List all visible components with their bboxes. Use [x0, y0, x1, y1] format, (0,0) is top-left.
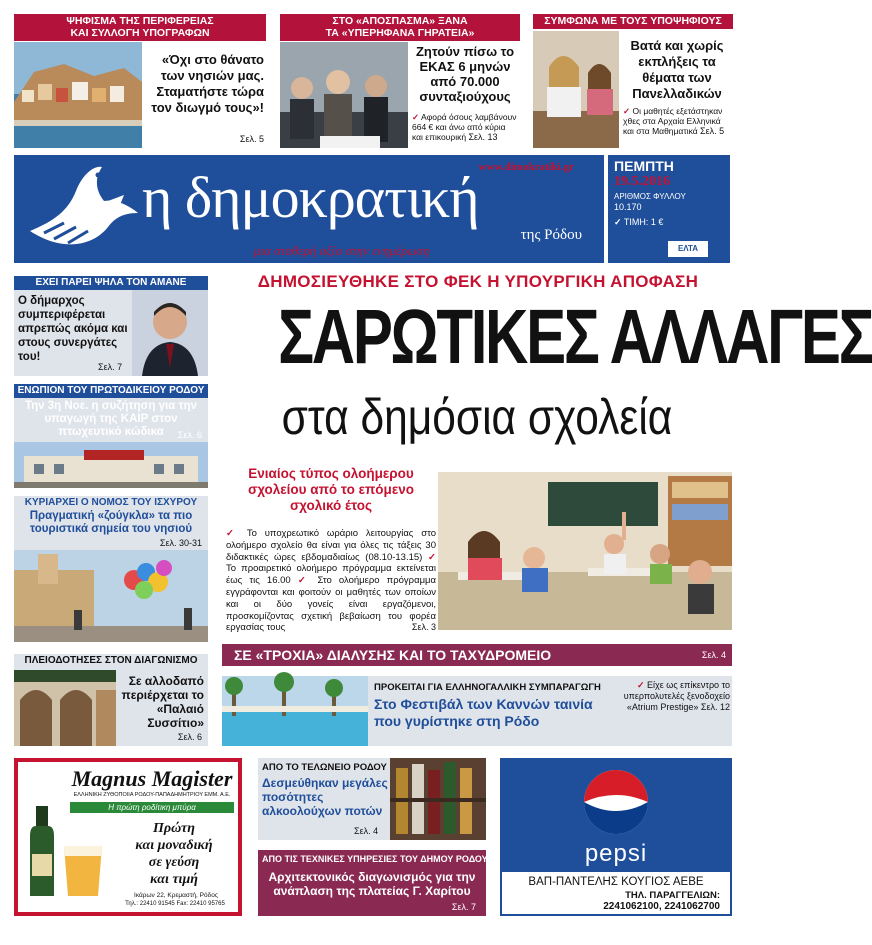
newspaper-title: η δημοκρατική: [142, 165, 479, 230]
page-ref: Σελ. 5: [700, 126, 725, 136]
issue-price: [614, 217, 724, 228]
protest-photo: [280, 42, 408, 148]
slogan-line: και τιμή: [150, 872, 198, 887]
note-text: Είχε ως επίκεντρο το υπερπολυτελές ξενοδοχείο «Atrium Prestige»: [623, 680, 730, 712]
teaser-note: [623, 106, 733, 136]
note-text: Οι μαθητές εξετάστηκαν χθες στα Αρχαία Ελληνικά και στα Μαθηματικά: [623, 106, 723, 136]
ad-slogan: [114, 820, 234, 888]
slogan: μια σταθερή αξία στην ενημέρωση: [254, 243, 430, 258]
check-icon: ✓: [614, 217, 622, 227]
ad-magnus-magister[interactable]: [14, 758, 242, 916]
check-icon: ✓: [297, 575, 311, 587]
lead-headline[interactable]: ΣΑΡΩΤΙΚΕΣ ΑΛΛΑΓΕΣ: [278, 294, 872, 380]
teaser-islands[interactable]: [14, 14, 266, 148]
story-header: ΕΝΩΠΙΟΝ ΤΟΥ ΠΡΩΤΟΔΙΚΕΙΟΥ ΡΟΔΟΥ: [14, 384, 208, 398]
post-office-bar[interactable]: [222, 644, 732, 666]
ad-phones: Τηλ.: 22410 91545 Fax: 22410 95765: [125, 901, 225, 907]
ad-pepsi[interactable]: [500, 758, 732, 916]
ad-company: ΕΛΛΗΝΙΚΗ ΖΥΘΟΠΟΙΙΑ ΡΟΔΟΥ-ΠΑΠΑΔΗΜΗΤΡΙΟΥ ΕΜΜ. Α.Ε.: [73, 792, 231, 798]
ad-tagline: Η πρώτη ροδίτικη μπύρα: [70, 802, 234, 813]
story-tech[interactable]: [258, 850, 486, 916]
check-icon: ✓: [636, 680, 645, 690]
teaser-text: Βατά και χωρίς εκπλήξεις τα θέματα των Πανελλαδικών: [630, 38, 724, 101]
film-title: Στο Φεστιβάλ των Καννών ταινία που γυρίστηκε στη Ρόδο: [374, 696, 593, 729]
elta-badge: ΕΛΤΑ: [668, 241, 708, 257]
teaser-text: «Όχι στο θάνατο των νησιών μας. Σταματήστε τώρα τον διωγμό τους»!: [151, 52, 264, 115]
bottles-photo: [390, 758, 486, 840]
pepsi-wordmark: pepsi: [584, 840, 648, 867]
orders-phones: 2241062100, 2241062700: [603, 901, 720, 912]
check-icon: ✓: [412, 112, 420, 122]
price-text: ΤΙΜΗ: 1 €: [623, 217, 664, 227]
story-text: Πραγματική «ζούγκλα» τα πιο τουριστικά σημεία του νησιού: [29, 510, 193, 535]
ad-brand: Magnus Magister: [71, 766, 233, 791]
story-header: ΠΛΕΙΟΔΟΤΗΣΕΣ ΣΤΟΝ ΔΙΑΓΩΝΙΣΜΟ: [14, 654, 208, 668]
page-ref: Σελ. 4: [701, 650, 726, 660]
teaser-header: ΣΥΜΦΩΝΑ ΜΕ ΤΟΥΣ ΥΠΟΨΗΦΙΟΥΣ: [533, 14, 733, 29]
mayor-photo: [132, 290, 208, 376]
kair-building-photo: [14, 442, 208, 488]
story-header: ΑΠΟ ΤΟ ΤΕΛΩΝΕΙΟ ΡΟΔΟΥ: [262, 762, 387, 773]
teaser-pensioners[interactable]: [280, 14, 520, 148]
pool-photo: [222, 676, 368, 746]
story-header: ΑΠΟ ΤΙΣ ΤΕΧΝΙΚΕΣ ΥΠΗΡΕΣΙΕΣ ΤΟΥ ΔΗΜΟΥ ΡΟΔΟΥ: [262, 854, 488, 864]
beer-bottle-icon: [24, 806, 114, 896]
story-header: ΕΧΕΙ ΠΑΡΕΙ ΨΗΛΑ ΤΟΝ ΑΜΑΝΕ: [14, 276, 208, 290]
sissitio-photo: [14, 670, 116, 746]
film-kicker: ΠΡΟΚΕΙΤΑΙ ΓΙΑ ΕΛΛΗΝΟΓΑΛΛΙΚΗ ΣΥΜΠΑΡΑΓΩΓΗ: [374, 682, 601, 693]
square-photo: [14, 550, 208, 642]
story-text: Ο δήμαρχος συμπεριφέρεται απρεπώς ακόμα και στους συνεργάτες του!: [18, 295, 128, 363]
teaser-header: ΨΗΦΙΣΜΑ ΤΗΣ ΠΕΡΙΦΕΡΕΙΑΣ ΚΑΙ ΣΥΛΛΟΓΗ ΥΠΟΓΡΑΦΩΝ: [14, 14, 266, 41]
slogan-line: Πρώτη: [153, 821, 195, 836]
note-text: Αφορά όσους λαμβάνουν 664 € και άνω από κύρια και επικουρική: [412, 112, 517, 142]
teaser-text: Ζητούν πίσω το ΕΚΑΣ 6 μηνών από 70.000 συνταξιούχους: [415, 44, 515, 104]
story-text: Δεσμεύθηκαν μεγάλες ποσότητες αλκοολούχων ποτών: [262, 776, 388, 818]
classroom-photo: [438, 472, 732, 630]
orders-label: ΤΗΛ. ΠΑΡΑΓΓΕΛΙΩΝ:: [625, 890, 720, 901]
page-ref: Σελ. 6: [177, 430, 202, 440]
story-film[interactable]: [222, 676, 732, 746]
lead-body-2: Το προαιρετικό ολοήμερο πρόγραμμα εκτείνεται έως τις 16.00: [226, 563, 436, 587]
film-note: [618, 680, 730, 713]
teaser-note: [412, 112, 518, 142]
check-icon: ✓: [623, 106, 631, 116]
page-ref: Σελ. 3: [411, 622, 436, 633]
lead-body: [226, 528, 436, 634]
ad-company: ΒΑΠ-ΠΑΝΤΕΛΗΣ ΚΟΥΓΙΟΣ ΑΕΒΕ: [528, 876, 704, 888]
teaser-header: ΣΤΟ «ΑΠΟΣΠΑΣΜΑ» ΞΑΝΑ ΤΑ «ΥΠΕΡΗΦΑΝΑ ΓΗΡΑΤΕΙΑ»: [280, 14, 520, 41]
lead-body-1: Το υποχρεωτικό ωράριο λειτουργίας στο ολοήμερο σχολείο θα είναι για όλες τις τάξεις 30 διδακτικές ώρες εβδομαδιαίως (08.10-13.15): [226, 528, 436, 563]
story-customs[interactable]: [258, 758, 486, 840]
story-text: Αρχιτεκτονικός διαγωνισμός για την ανάπλαση της πλατείας Γ. Χαρίτου: [268, 870, 476, 898]
site-url: www.dimokratiki.gr: [478, 161, 574, 173]
island-photo: [14, 42, 142, 148]
issue-date: 19.5.2016: [614, 174, 670, 189]
page-ref: Σελ. 4: [354, 826, 379, 836]
page-ref: Σελ. 12: [700, 702, 730, 712]
students-photo: [533, 31, 619, 148]
issue-label: ΑΡΙΘΜΟΣ ΦΥΛΛΟΥ: [614, 192, 686, 201]
story-header: ΚΥΡΙΑΡΧΕΙ Ο ΝΟΜΟΣ ΤΟΥ ΙΣΧΥΡΟΥ: [14, 496, 208, 510]
slogan-line: σε γεύση: [148, 855, 200, 870]
newspaper-subtitle: της Ρόδου: [520, 227, 582, 243]
page-ref: Σελ. 7: [98, 362, 123, 372]
lead-subheadline[interactable]: στα δημόσια σχολεία: [281, 389, 673, 445]
check-icon: ✓: [226, 528, 240, 539]
story-jungle[interactable]: [14, 496, 208, 642]
teaser-exams[interactable]: [533, 14, 733, 148]
page-ref: Σελ. 30-31: [159, 538, 202, 548]
page-ref: Σελ. 13: [468, 132, 498, 142]
issue-number: 10.170: [614, 202, 642, 212]
lead-deck: Ενιαίος τύπος ολοήμερου σχολείου από το επόμενο σχολικό έτος: [248, 466, 414, 513]
dove-logo-icon: [24, 161, 144, 259]
lead-kicker: ΔΗΜΟΣΙΕΥΘΗΚΕ ΣΤΟ ΦΕΚ Η ΥΠΟΥΡΓΙΚΗ ΑΠΟΦΑΣΗ: [257, 272, 699, 291]
issue-box: [608, 155, 730, 263]
masthead: [14, 155, 604, 263]
post-office-text: ΣΕ «ΤΡΟΧΙΑ» ΔΙΑΛΥΣΗΣ ΚΑΙ ΤΟ ΤΑΧΥΔΡΟΜΕΙΟ: [234, 647, 552, 663]
page-ref: Σελ. 7: [451, 902, 476, 912]
slogan-line: και μοναδική: [135, 838, 213, 853]
lead-body-3: Στο ολοήμερο πρόγραμμα εγγράφονται και φοιτούν οι μαθητές των οποίων και οι δύο γονείς είναι εργαζόμενοι, προσκομίζοντας σχετική βεβαίωση του φορέα εργασίας τους: [226, 575, 437, 634]
story-mayor[interactable]: [14, 276, 208, 376]
story-kair[interactable]: [14, 384, 208, 488]
check-icon: ✓: [428, 551, 437, 563]
story-text: Την 3η Νοε. η συζήτηση για την υπαγωγή της ΚΑΙΡ στον πτωχευτικό κώδικα: [24, 400, 198, 438]
story-text: Σε αλλοδαπό περιέρχεται το «Παλαιό Συσσίτιο»: [121, 674, 204, 730]
page-ref: Σελ. 5: [239, 134, 264, 144]
story-sissitio[interactable]: [14, 654, 208, 746]
ad-address: Ικάρων 22, Κρεμαστή, Ρόδος: [134, 892, 218, 899]
page-ref: Σελ. 6: [177, 732, 202, 742]
issue-day: ΠΕΜΠΤΗ: [614, 158, 674, 174]
